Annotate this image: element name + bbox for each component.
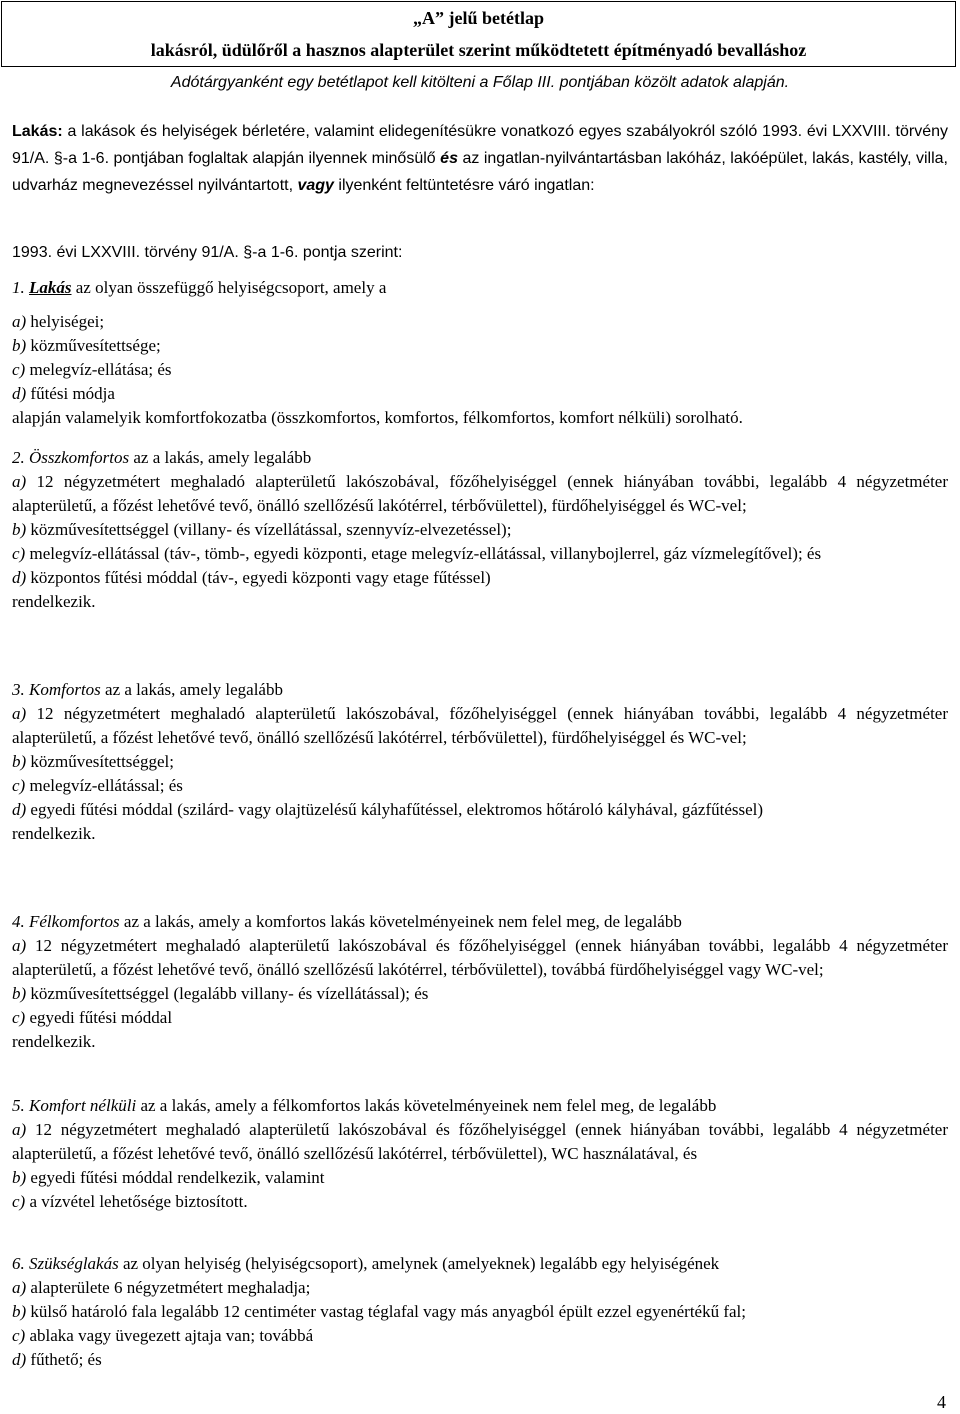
s1-d-text: fűtési módja bbox=[26, 384, 115, 403]
s5-a-text: 12 négyzetmétert meghaladó alapterületű lakószobával és főzőhelyiséggel (ennek hiányában további, legalább 4 négyzetméter alapterületű, a főzést lehetővé tevő, önálló szellőzésű lakótérrel, térbővülettel), WC használatával, és bbox=[12, 1120, 948, 1163]
s4-c-text: egyedi fűtési móddal bbox=[25, 1008, 173, 1027]
s3-tail: rendelkezik. bbox=[12, 824, 96, 843]
s4-lead: az a lakás, amely a komfortos lakás követelményeinek nem felel meg, de legalább bbox=[119, 912, 682, 931]
s2-c-label: c) bbox=[12, 544, 26, 563]
s4-b-text: közművesítettséggel (legalább villany- és vízellátással); és bbox=[26, 984, 429, 1003]
s1-d-label: d) bbox=[12, 384, 27, 403]
s1-a-text: helyiségei; bbox=[26, 312, 105, 331]
s6-a-label: a) bbox=[12, 1278, 27, 1297]
s2-tail: rendelkezik. bbox=[12, 592, 96, 611]
s6-lead: az olyan helyiség (helyiségcsoport), amelynek (amelyeknek) legalább egy helyiségének bbox=[118, 1254, 720, 1273]
s1-c-text: melegvíz-ellátása; és bbox=[25, 360, 172, 379]
s2-lead: az a lakás, amely legalább bbox=[129, 448, 312, 467]
s1-a-label: a) bbox=[12, 312, 27, 331]
s2-a-text: 12 négyzetmétert meghaladó alapterületű lakószobával, főzőhelyiséggel (ennek hiányában további, legalább 4 négyzetméter alapterületű, a főzést lehetővé tevő, önálló szellőzésű lakótérrel, térbővülettel), fürdőhelyiséggel és WC-vel; bbox=[12, 472, 948, 515]
s6-c-text: ablaka vagy üvegezett ajtaja van; továbbá bbox=[25, 1326, 314, 1345]
s2-d-label: d) bbox=[12, 568, 27, 587]
section-2 bbox=[12, 446, 948, 614]
intro-text-1: a lakások és helyiségek bérletére, valamint elidegenítésükre vonatkozó egyes szabályokról szóló 1993. évi LXXVIII. törvény 91/A. §-a 1-6. pontjában foglaltak alapján ilyennek minősülő bbox=[12, 123, 948, 167]
s2-b-text: közművesítettséggel (villany- és vízellátással, szennyvíz-elvezetéssel); bbox=[26, 520, 512, 539]
s4-term: Félkomfortos bbox=[29, 912, 120, 931]
s5-c-text: a vízvétel lehetősége biztosított. bbox=[25, 1192, 248, 1211]
intro-text-2: az ingatlan-nyilvántartásban lakóház, lakóépület, lakás, kastély, villa, udvarház megnevezéssel nyilvántartott, bbox=[12, 150, 949, 194]
section-6 bbox=[12, 1252, 948, 1372]
page-subtitle: lakásról, üdülőről a hasznos alapterület szerint működtetett építményadó bevalláshoz bbox=[150, 40, 807, 60]
s3-a-text: 12 négyzetmétert meghaladó alapterületű lakószobával, főzőhelyiséggel (ennek hiányában további, legalább 4 négyzetméter alapterületű, a főzést lehetővé tevő, önálló szellőzésű lakótérrel, térbővülettel), fürdőhelyiséggel és WC-vel; bbox=[12, 704, 948, 747]
s3-d-label: d) bbox=[12, 800, 27, 819]
s3-d-text: egyedi fűtési móddal (szilárd- vagy olajtüzelésű kályhafűtéssel, elektromos hőtároló kályhával, gázfűtéssel) bbox=[26, 800, 764, 819]
intro-text-3: ilyenként feltüntetésre váró ingatlan: bbox=[333, 177, 595, 194]
section-5 bbox=[12, 1094, 948, 1214]
s6-d-text: fűthető; és bbox=[26, 1350, 102, 1369]
page-number: 4 bbox=[937, 1392, 946, 1412]
s4-c-label: c) bbox=[12, 1008, 26, 1027]
s1-tail: alapján valamelyik komfortfokozatba (összkomfortos, komfortos, félkomfortos, komfort nélküli) sorolható. bbox=[12, 408, 743, 427]
intro-or: vagy bbox=[297, 177, 334, 194]
intro-and: és bbox=[440, 150, 458, 167]
s6-num: 6. bbox=[12, 1254, 25, 1273]
s5-num: 5. bbox=[12, 1096, 25, 1115]
s1-b-text: közművesítettsége; bbox=[26, 336, 161, 355]
s2-num: 2. bbox=[12, 448, 25, 467]
s1-lead: az olyan összefüggő helyiségcsoport, amely a bbox=[71, 278, 387, 297]
header-box bbox=[1, 1, 956, 67]
s3-term: Komfortos bbox=[29, 680, 101, 699]
s6-b-text: külső határoló fala legalább 12 centiméter vastag téglafal vagy más anyagból épült ezzel egyenértékű fal; bbox=[26, 1302, 747, 1321]
section-4 bbox=[12, 910, 948, 1054]
s6-c-label: c) bbox=[12, 1326, 26, 1345]
s3-b-label: b) bbox=[12, 752, 27, 771]
s1-c-label: c) bbox=[12, 360, 26, 379]
s1-b-label: b) bbox=[12, 336, 27, 355]
s3-lead: az a lakás, amely legalább bbox=[100, 680, 283, 699]
intro-label: Lakás: bbox=[12, 123, 63, 140]
s4-a-text: 12 négyzetmétert meghaladó alapterületű lakószobával és főzőhelyiséggel (ennek hiányában további, legalább 4 négyzetméter alapterületű, a főzést lehetővé tevő, önálló szellőzésű lakótérrel, térbővülettel), továbbá fürdőhelyiséggel vagy WC-vel; bbox=[12, 936, 948, 979]
s2-d-text: központos fűtési móddal (táv-, egyedi központi vagy etage fűtéssel) bbox=[26, 568, 491, 587]
s3-num: 3. bbox=[12, 680, 25, 699]
s3-c-text: melegvíz-ellátással; és bbox=[25, 776, 183, 795]
s5-c-label: c) bbox=[12, 1192, 26, 1211]
section-3 bbox=[12, 678, 948, 846]
s4-a-label: a) bbox=[12, 936, 27, 955]
s5-term: Komfort nélküli bbox=[29, 1096, 137, 1115]
s1-num: 1. bbox=[12, 278, 25, 297]
s6-a-text: alapterülete 6 négyzetmétert meghaladja; bbox=[26, 1278, 311, 1297]
s1-term: Lakás bbox=[29, 278, 72, 297]
s6-d-label: d) bbox=[12, 1350, 27, 1369]
s6-b-label: b) bbox=[12, 1302, 27, 1321]
s4-tail: rendelkezik. bbox=[12, 1032, 96, 1051]
s5-lead: az a lakás, amely a félkomfortos lakás követelményeinek nem felel meg, de legalább bbox=[136, 1096, 717, 1115]
s6-term: Szükséglakás bbox=[29, 1254, 119, 1273]
s2-term: Összkomfortos bbox=[29, 448, 130, 467]
page-title: „A” jelű betétlap bbox=[413, 8, 544, 28]
s3-a-label: a) bbox=[12, 704, 27, 723]
s2-a-label: a) bbox=[12, 472, 27, 491]
s4-num: 4. bbox=[12, 912, 25, 931]
s2-c-text: melegvíz-ellátással (táv-, tömb-, egyedi központi, etage melegvíz-ellátással, villanybojlerrel, gáz vízmelegítővel); és bbox=[25, 544, 822, 563]
s5-a-label: a) bbox=[12, 1120, 27, 1139]
s4-b-label: b) bbox=[12, 984, 27, 1003]
s3-b-text: közművesítettséggel; bbox=[26, 752, 174, 771]
instruction-note: Adótárgyanként egy betétlapot kell kitölteni a Főlap III. pontjában közölt adatok alapján. bbox=[170, 74, 790, 91]
s2-b-label: b) bbox=[12, 520, 27, 539]
s3-c-label: c) bbox=[12, 776, 26, 795]
s5-b-label: b) bbox=[12, 1168, 27, 1187]
law-reference: 1993. évi LXXVIII. törvény 91/A. §-a 1-6. pontja szerint: bbox=[12, 244, 403, 261]
intro-paragraph bbox=[12, 118, 948, 199]
s5-b-text: egyedi fűtési móddal rendelkezik, valamint bbox=[26, 1168, 325, 1187]
section-1 bbox=[12, 276, 948, 430]
